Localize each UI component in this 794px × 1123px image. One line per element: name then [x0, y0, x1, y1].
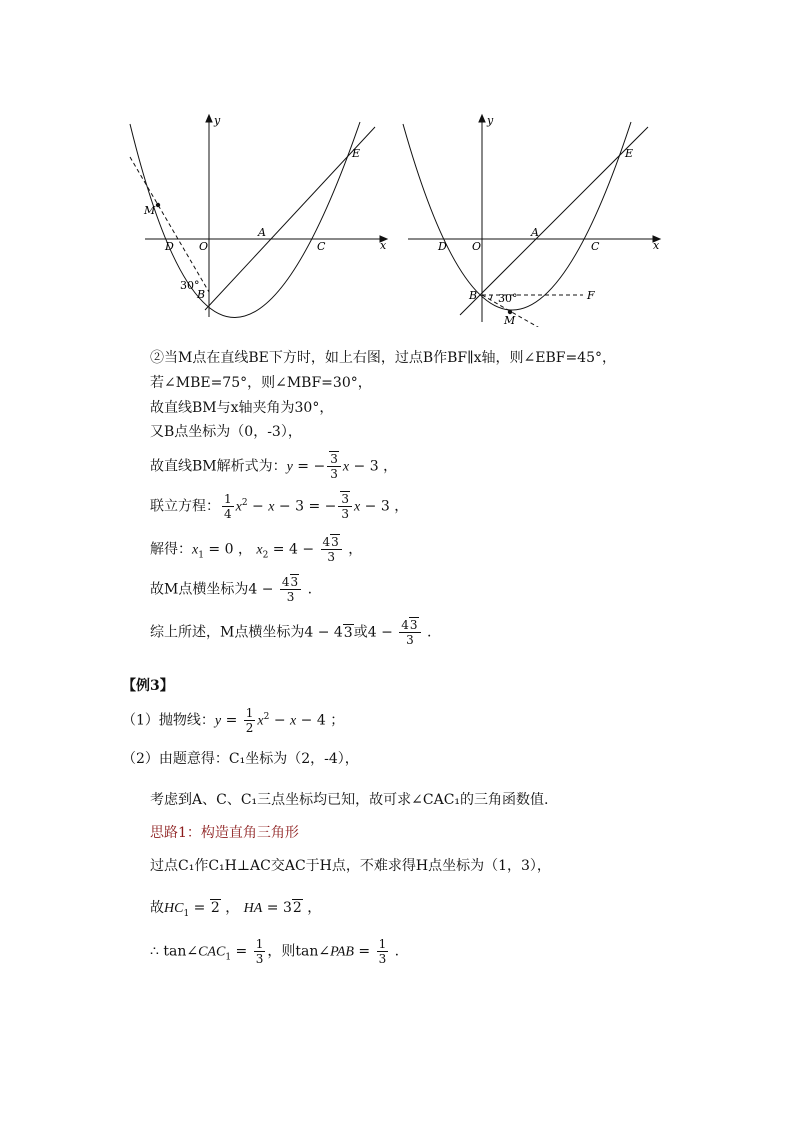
label-a: A — [258, 226, 266, 239]
case2-line7: 解得：$x_1 = 0$ ， $x_2 = 4$ − $\frac{43}{3}$ ， — [150, 535, 363, 564]
label-x: x — [653, 239, 660, 252]
label-y: y — [487, 114, 494, 127]
label-b: B — [469, 289, 478, 302]
label-e: E — [352, 147, 361, 160]
label-c: C — [591, 240, 600, 253]
parabola — [130, 122, 360, 318]
label-m: M — [504, 314, 516, 327]
label-angle: 30° — [180, 279, 200, 292]
example3-p4: 过点C₁作C₁H⊥AC交AC于H点，不难求得H点坐标为（1，3）， — [150, 858, 551, 874]
label-e: E — [625, 147, 634, 160]
example3-p3: 考虑到A、C、C₁三点坐标均已知，故可求∠CAC₁的三角函数值. — [150, 792, 549, 808]
case2-line4: 又B点坐标为（0，-3）， — [150, 424, 302, 440]
label-d: D — [165, 240, 174, 253]
case2-line1: ②当M点在直线BE下方时，如上右图，过点B作BF∥x轴，则∠EBF=45°， — [150, 350, 616, 366]
line-be — [205, 127, 375, 310]
case2-line9: 综上所述，M点横坐标为4 − 43或4 − $\frac{43}{3}$ . — [150, 618, 432, 647]
case2-line2: 若∠MBE=75°，则∠MBF=30°， — [150, 375, 372, 391]
case2-line3: 故直线BM与x轴夹角为30°， — [150, 400, 334, 416]
y-arrow — [206, 115, 212, 122]
point-m — [156, 203, 160, 207]
label-y: y — [214, 114, 221, 127]
y-arrow — [479, 115, 485, 122]
case2-line5: 故直线BM解析式为：y = − $\frac{3}{3}$ x − 3 ， — [150, 452, 398, 481]
idea1-heading: 思路1：构造直角三角形 — [150, 825, 299, 841]
parabola — [403, 122, 634, 310]
label-o: O — [199, 240, 209, 253]
example3-p5: 故$HC_1 = 2$ ， HA = 32 ， — [150, 900, 322, 919]
label-x: x — [380, 239, 387, 252]
label-d: D — [438, 240, 447, 253]
example3-p6: ∴ $\tan\angle CAC_1$ = $\frac{1}{3}$ ，则tan∠PAB = $\frac{1}{3}$ . — [150, 937, 400, 966]
label-angle: 30° — [498, 292, 518, 305]
label-m: M — [144, 204, 156, 217]
label-o: O — [472, 240, 482, 253]
label-b: B — [197, 288, 206, 301]
left-graph — [125, 112, 395, 322]
angle-arc — [490, 295, 492, 300]
case2-line6: 联立方程： $\frac{1}{4}$ $x^2 - x - 3$ = − $\frac{3}{3}$ x − 3 ， — [150, 492, 409, 521]
line-be — [460, 127, 648, 315]
label-c: C — [317, 240, 326, 253]
case2-line8: 故M点横坐标为4 − $\frac{43}{3}$ . — [150, 575, 313, 604]
example3-title: 【例3】 — [122, 678, 174, 694]
label-f: F — [587, 289, 595, 302]
example3-p1: （1）抛物线：y = $\frac{1}{2}$ $x^2 - x - 4$ ； — [122, 706, 345, 735]
example3-p2: （2）由题意得：C₁坐标为（2，-4）， — [122, 751, 359, 767]
tangent-dashed — [130, 157, 209, 292]
label-a: A — [531, 226, 539, 239]
right-graph — [398, 112, 668, 327]
